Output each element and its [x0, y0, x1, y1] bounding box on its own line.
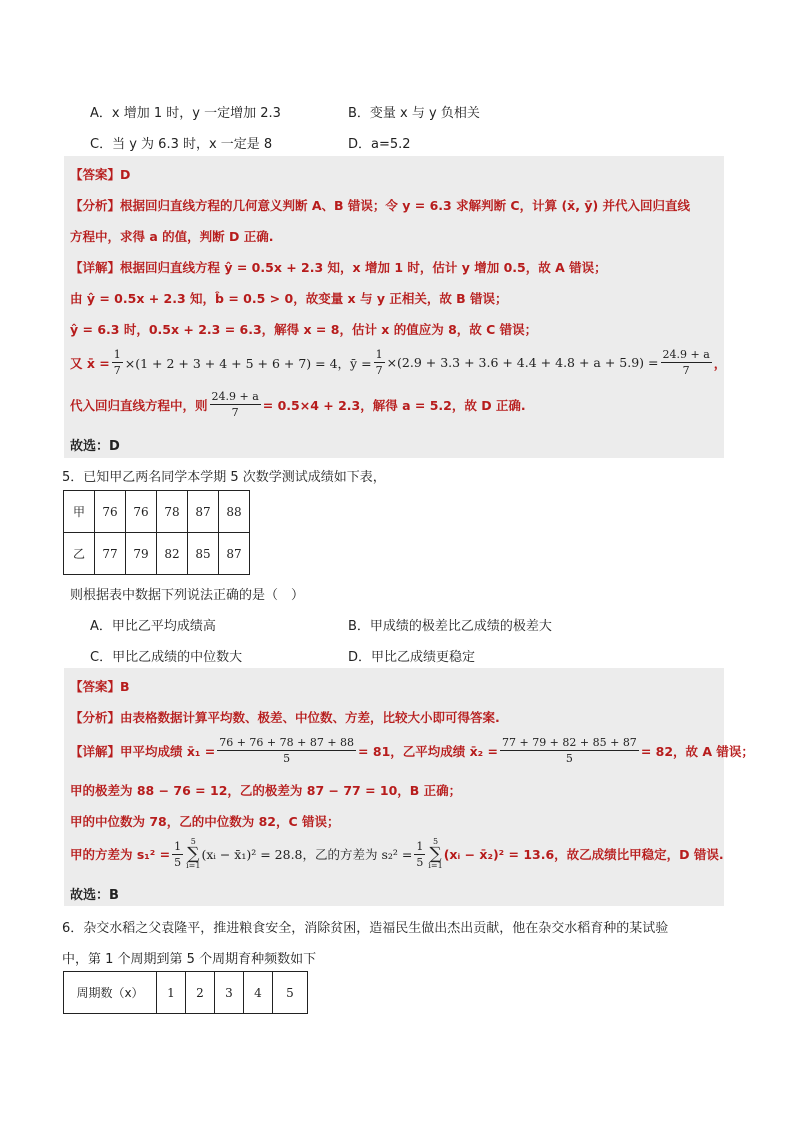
q5-score-table: [63, 490, 250, 575]
q4-detail-5b: = 0.5×4 + 2.3，解得 a = 5.2，故 D 正确.: [262, 397, 526, 413]
table-cell: 79: [126, 533, 157, 575]
q5-detail-4b: (xᵢ − x̄₁)² = 28.8，乙的方差为 s₂² =: [201, 847, 413, 862]
q5-option-d: D．甲比乙成绩更稳定: [348, 650, 476, 665]
q4-option-c: C．当 y 为 6.3 时，x 一定是 8: [90, 137, 273, 152]
q5-detail-4c: (xᵢ − x̄₂)² = 13.6，故乙成绩比甲稳定，D 错误.: [443, 847, 724, 862]
summation-symbol: 5 ∑ i=1: [186, 837, 201, 870]
q4-detail-4d: ，: [713, 355, 727, 371]
table-header-cell: 4: [244, 972, 273, 1014]
q4-option-b: B．变量 x 与 y 负相关: [348, 106, 480, 121]
fraction-one-fifth-2: $\frac{1}{5}$: [416, 839, 424, 869]
fraction-mean-b: $\frac{77 + 79 + 82 + 85 + 87}{5}$: [501, 736, 637, 765]
q5-detail-1c: = 82，故 A 错误；: [640, 743, 754, 759]
q4-analysis-line-2: 方程中，求得 a 的值，判断 D 正确.: [70, 229, 274, 244]
q5-option-c: C．甲比乙成绩的中位数大: [90, 650, 243, 665]
q4-analysis-line-1: 【分析】根据回归直线方程的几何意义判断 A、B 错误；令 y = 6.3 求解判断 C，计算 (x̄, ȳ) 并代入回归直线: [70, 198, 691, 213]
q5-detail-4a: 甲的方差为 s₁² =: [70, 847, 171, 862]
q5-option-b: B．甲成绩的极差比乙成绩的极差大: [348, 619, 552, 634]
q4-detail-5a: 代入回归直线方程中，则: [70, 397, 208, 413]
table-cell: 76: [126, 491, 157, 533]
q4-detail-line-1: 【详解】根据回归直线方程 ŷ = 0.5x + 2.3 知，x 增加 1 时，估计 y 增加 0.5，故 A 错误；: [70, 260, 607, 275]
q6-stem-line-2: 中，第 1 个周期到第 5 个周期育种频数如下: [62, 952, 317, 967]
q5-detail-line-2: 甲的极差为 88 − 76 = 12，乙的极差为 87 − 77 = 10，B 正确；: [70, 783, 462, 798]
q4-detail-line-5: [70, 389, 526, 420]
q5-stem: 5．已知甲乙两名同学本学期 5 次数学测试成绩如下表，: [62, 470, 386, 485]
summation-symbol-2: 5 ∑ i=1: [428, 837, 443, 870]
q5-choose: 故选：B: [70, 888, 119, 903]
fraction-one-fifth: $\frac{1}{5}$: [174, 839, 182, 869]
q4-detail-line-2: 由 ŷ = 0.5x + 2.3 知，b̂ = 0.5 > 0，故变量 x 与 y 正相关，故 B 错误；: [70, 291, 508, 306]
table-cell: 乙: [64, 533, 95, 575]
table-header-cell: 2: [186, 972, 215, 1014]
table-cell: 82: [157, 533, 188, 575]
q4-option-a: A．x 增加 1 时，y 一定增加 2.3: [90, 106, 281, 121]
q5-question: 则根据表中数据下列说法正确的是（ ）: [70, 588, 305, 603]
q4-detail-4b: ×(1 + 2 + 3 + 4 + 5 + 6 + 7) = 4，ȳ =: [124, 355, 372, 371]
fraction-one-seventh: $\frac{1}{7}$: [113, 348, 121, 377]
q4-answer: 【答案】D: [70, 167, 131, 182]
q6-stem-line-1: 6．杂交水稻之父袁隆平，推进粮食安全，消除贫困，造福民生做出杰出贡献，他在杂交水稻育种的某试验: [62, 921, 669, 936]
table-cell: 85: [188, 533, 219, 575]
table-cell: 87: [219, 533, 250, 575]
q4-detail-line-3: ŷ = 6.3 时，0.5x + 2.3 = 6.3，解得 x = 8，估计 x 的值应为 8，故 C 错误；: [70, 322, 538, 337]
table-header-cell: 1: [157, 972, 186, 1014]
table-cell: 76: [95, 491, 126, 533]
q5-detail-1a: 【详解】甲平均成绩 x̄₁ =: [70, 743, 216, 759]
q5-option-a: A．甲比乙平均成绩高: [90, 619, 216, 634]
table-cell: 88: [219, 491, 250, 533]
table-header-cell: 周期数（x）: [64, 972, 157, 1014]
q5-answer: 【答案】B: [70, 679, 130, 694]
q4-option-d: D．a=5.2: [348, 137, 411, 152]
table-row: [64, 533, 250, 575]
table-header-cell: 3: [215, 972, 244, 1014]
q6-cycle-table: [63, 971, 308, 1014]
fraction-mean-a: $\frac{76 + 76 + 78 + 87 + 88}{5}$: [219, 736, 355, 765]
table-row: [64, 491, 250, 533]
table-cell: 87: [188, 491, 219, 533]
table-cell: 77: [95, 533, 126, 575]
fraction-one-seventh-2: $\frac{1}{7}$: [375, 348, 383, 377]
table-cell: 78: [157, 491, 188, 533]
q4-choose: 故选：D: [70, 439, 120, 454]
fraction-substitute: $\frac{24.9 + a}{7}$: [211, 390, 259, 419]
table-header-cell: 5: [273, 972, 308, 1014]
q5-detail-line-4: [70, 838, 724, 870]
table-cell: 甲: [64, 491, 95, 533]
q5-detail-line-1: [70, 735, 754, 766]
q5-analysis: 【分析】由表格数据计算平均数、极差、中位数、方差，比较大小即可得答案.: [70, 710, 500, 725]
q4-detail-4c: ×(2.9 + 3.3 + 3.6 + 4.4 + 4.8 + a + 5.9) =: [386, 355, 659, 370]
table-row: [64, 972, 308, 1014]
q4-detail-4a: 又 x̄ =: [70, 355, 110, 371]
q5-detail-line-3: 甲的中位数为 78，乙的中位数为 82，C 错误；: [70, 814, 340, 829]
q4-detail-line-4: [70, 347, 726, 378]
fraction-sum-over-seven: $\frac{24.9 + a}{7}$: [662, 348, 710, 377]
q5-detail-1b: = 81，乙平均成绩 x̄₂ =: [358, 743, 498, 759]
